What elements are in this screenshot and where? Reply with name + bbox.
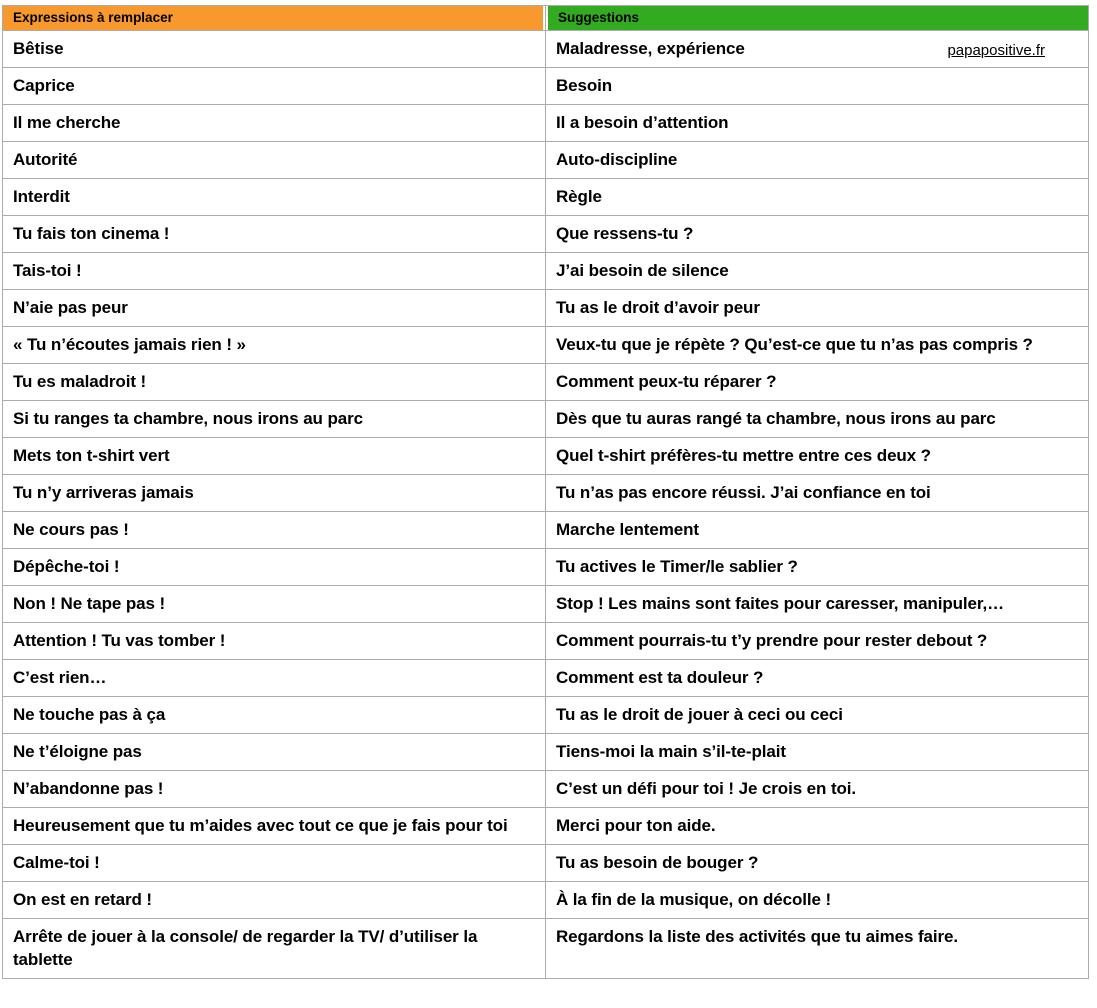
expression-cell: Si tu ranges ta chambre, nous irons au parc (3, 401, 546, 438)
expression-cell: Ne t’éloigne pas (3, 734, 546, 771)
expression-cell: Ne cours pas ! (3, 512, 546, 549)
table-row (3, 512, 1089, 549)
table-row (3, 734, 1089, 771)
table-row (3, 253, 1089, 290)
suggestion-cell: Tu as besoin de bouger ? (546, 845, 1089, 882)
expression-cell: Heureusement que tu m’aides avec tout ce que je fais pour toi (3, 808, 546, 845)
expression-cell: Ne touche pas à ça (3, 697, 546, 734)
table-row (3, 845, 1089, 882)
table-row (3, 808, 1089, 845)
expression-cell: Dépêche-toi ! (3, 549, 546, 586)
table-row (3, 475, 1089, 512)
table-row (3, 586, 1089, 623)
table-row (3, 179, 1089, 216)
suggestion-cell: Tu n’as pas encore réussi. J’ai confiance en toi (546, 475, 1089, 512)
expressions-table (2, 5, 1089, 979)
table-row (3, 31, 1089, 68)
table-row (3, 216, 1089, 253)
suggestion-text: Maladresse, expérience (556, 39, 745, 58)
suggestion-cell: Stop ! Les mains sont faites pour caresser, manipuler,… (546, 586, 1089, 623)
column-header-expressions-label: Expressions à remplacer (3, 6, 543, 30)
suggestion-cell: Comment pourrais-tu t’y prendre pour rester debout ? (546, 623, 1089, 660)
table-row (3, 697, 1089, 734)
table-row (3, 549, 1089, 586)
expression-cell: Caprice (3, 68, 546, 105)
table-row (3, 401, 1089, 438)
table-row (3, 919, 1089, 979)
suggestion-cell: Quel t-shirt préfères-tu mettre entre ces deux ? (546, 438, 1089, 475)
expression-cell: « Tu n’écoutes jamais rien ! » (3, 327, 546, 364)
suggestion-cell: Merci pour ton aide. (546, 808, 1089, 845)
table-row (3, 290, 1089, 327)
table-row (3, 142, 1089, 179)
expression-cell: Tu fais ton cinema ! (3, 216, 546, 253)
suggestion-cell: Comment peux-tu réparer ? (546, 364, 1089, 401)
expression-cell: Tu es maladroit ! (3, 364, 546, 401)
expression-cell: C’est rien… (3, 660, 546, 697)
expression-cell: Tais-toi ! (3, 253, 546, 290)
suggestion-cell: Dès que tu auras rangé ta chambre, nous irons au parc (546, 401, 1089, 438)
suggestion-cell: Besoin (546, 68, 1089, 105)
expression-cell: Il me cherche (3, 105, 546, 142)
table-row (3, 327, 1089, 364)
expression-cell: N’aie pas peur (3, 290, 546, 327)
suggestion-cell: Tiens-moi la main s’il-te-plait (546, 734, 1089, 771)
table-row (3, 771, 1089, 808)
header-row (3, 6, 1089, 31)
column-header-suggestions (546, 6, 1089, 31)
expression-cell: Autorité (3, 142, 546, 179)
suggestion-cell: C’est un défi pour toi ! Je crois en toi. (546, 771, 1089, 808)
suggestion-cell: Tu as le droit d’avoir peur (546, 290, 1089, 327)
suggestion-cell: Regardons la liste des activités que tu aimes faire. (546, 919, 1089, 979)
suggestion-cell: Il a besoin d’attention (546, 105, 1089, 142)
papapositive-link[interactable]: papapositive.fr (947, 42, 1045, 59)
suggestion-cell: Tu actives le Timer/le sablier ? (546, 549, 1089, 586)
table-row (3, 364, 1089, 401)
suggestion-cell: J’ai besoin de silence (546, 253, 1089, 290)
expression-cell: Mets ton t-shirt vert (3, 438, 546, 475)
suggestion-cell: Règle (546, 179, 1089, 216)
expression-cell: On est en retard ! (3, 882, 546, 919)
suggestion-cell: Veux-tu que je répète ? Qu’est-ce que tu n’as pas compris ? (546, 327, 1089, 364)
expression-cell: Non ! Ne tape pas ! (3, 586, 546, 623)
table-row (3, 68, 1089, 105)
expression-cell: Attention ! Tu vas tomber ! (3, 623, 546, 660)
column-header-suggestions-label: Suggestions (548, 6, 1088, 30)
expression-cell: Arrête de jouer à la console/ de regarder la TV/ d’utiliser la tablette (3, 919, 546, 979)
table-row (3, 105, 1089, 142)
suggestion-cell (546, 31, 1089, 68)
expression-cell: Bêtise (3, 31, 546, 68)
column-header-expressions (3, 6, 546, 31)
suggestion-cell: Auto-discipline (546, 142, 1089, 179)
expression-cell: Interdit (3, 179, 546, 216)
table-row (3, 882, 1089, 919)
suggestion-cell: Tu as le droit de jouer à ceci ou ceci (546, 697, 1089, 734)
table-row (3, 438, 1089, 475)
expression-cell: Tu n’y arriveras jamais (3, 475, 546, 512)
suggestion-cell: À la fin de la musique, on décolle ! (546, 882, 1089, 919)
suggestion-cell: Que ressens-tu ? (546, 216, 1089, 253)
table-row (3, 660, 1089, 697)
suggestion-cell: Comment est ta douleur ? (546, 660, 1089, 697)
expression-cell: Calme-toi ! (3, 845, 546, 882)
table-row (3, 623, 1089, 660)
expression-cell: N’abandonne pas ! (3, 771, 546, 808)
suggestion-cell: Marche lentement (546, 512, 1089, 549)
